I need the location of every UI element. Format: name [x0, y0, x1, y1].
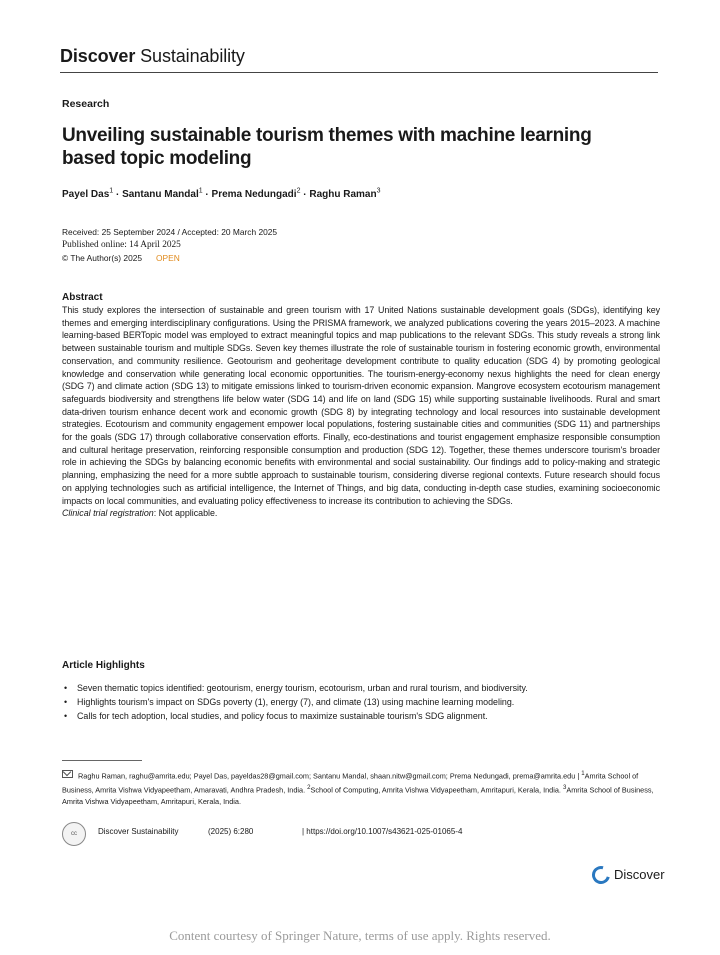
discover-logo-word: Discover	[614, 867, 665, 882]
doi-link[interactable]: | https://doi.org/10.1007/s43621-025-01065-4	[302, 827, 463, 836]
author-list: Payel Das$^1$ · Santanu Mandal$^1$ · Prema Nedungadi$^2$ · Raghu Raman$^3$	[62, 188, 381, 201]
creative-commons-icon: cc	[62, 822, 86, 846]
footnote-rule	[62, 760, 142, 761]
journal-title-rest: Sustainability	[140, 46, 245, 66]
received-accepted: Received: 25 September 2024 / Accepted: 20 March 2025	[62, 227, 278, 237]
contact-emails[interactable]: Raghu Raman, raghu@amrita.edu; Payel Das, payeldas28@gmail.com; Santanu Mandal, shaan.nitw@gmail.com; Prema Nedungadi, prema@amrita.edu |	[78, 771, 580, 781]
list-item: • Seven thematic topics identified: geotourism, energy tourism, ecotourism, urban and rural tourism, and biodiversity.	[62, 681, 660, 695]
article-title: Unveiling sustainable tourism themes with machine learning based topic modeling	[62, 125, 592, 169]
author[interactable]: Payel Das$^1$	[62, 188, 114, 201]
affiliation: Amrita School of Business, Amrita Vishwa Vidyapeetham, Amaravati, Andhra Pradesh, India.	[62, 771, 639, 795]
article-highlights	[62, 660, 660, 723]
abstract-section	[62, 292, 660, 520]
author[interactable]: Raghu Raman$^3$	[309, 188, 381, 201]
highlights-heading: Article Highlights	[62, 660, 145, 671]
journal-title-bold: Discover	[60, 46, 136, 66]
abstract-heading: Abstract	[62, 292, 103, 303]
author[interactable]: Santanu Mandal$^1$	[122, 188, 203, 201]
abstract-body: This study explores the intersection of sustainable and green tourism with 17 United Nations sustainable development goals (SDGs), identifying key themes and emerging interdisciplinary configurations. Using the PRISMA framework, we analyzed publications covering the years 2015–2023. A machine learning-based BERTopic model was employed to extract meaningful topics and map publications to the relevant SDGs. This study reveals a strong link between sustainable tourism and multiple SDGs. Seven key themes illustrate the role of sustainable tourism in fostering economic growth, environmental conservation, and community resilience. Geotourism and geoheritage development contribute to quality education (SDG 4) by promoting geological knowledge and conservation while generating local economic opportunities. The tourism-energy-economy nexus highlights the need for clean energy (SDG 7) and climate action (SDG 13) to mitigate emissions linked to tourism-driven economic expansion. Mangrove ecosystem ecotourism management safeguards biodiversity and strengthens life below water (SDG 14) and life on land (SDG 15) while supporting sustainable livelihoods. Rural and smart data-driven tourism enhance decent work and economic growth (SDG 8) by integrating technology and local resources into sustainable development strategies. Ecotourism and community engagement empower local populations, fostering sustainable cities and communities (SDG 11) and partnerships for the goals (SDG 17) through collaborative conservation efforts. Finally, eco-destinations and tourist engagement emphasize responsible consumption and cultural heritage preservation, reinforcing responsible consumption and production (SDG 12). Together, these themes underscore tourism's broader role in achieving the SDGs by balancing economic benefits with environmental and social sustainability. Our findings add to policy-making and strategic planning, emphasizing the need for a more subtle approach to sustainable tourism, considering diverse regional contexts. Future research should focus on applying technologies such as artificial intelligence, the Internet of Things, and big data, conducting in-depth case studies, examining socioeconomic impacts on local communities, and evaluating policy effectiveness to increase its contribution to achieving the SDGs.	[62, 305, 660, 506]
affiliation: School of Computing, Amrita Vishwa Vidyapeetham, Amritapuri, Kerala, India.	[310, 785, 561, 795]
affiliation: Amrita School of Business, Amrita Vishwa Vidyapeetham, Amritapuri, Kerala, India.	[62, 785, 654, 806]
list-item: • Calls for tech adoption, local studies, and policy focus to maximize sustainable tourism's SDG alignment.	[62, 709, 660, 723]
highlights-list	[62, 681, 660, 723]
courtesy-notice: Content courtesy of Springer Nature, terms of use apply. Rights reserved.	[169, 928, 551, 943]
list-item: • Highlights tourism's impact on SDGs poverty (1), energy (7), and climate (13) using machine learning modeling.	[62, 695, 660, 709]
citation-bar	[62, 822, 660, 846]
citation-volume: (2025) 6:280	[208, 827, 254, 836]
published-online: Published online: 14 April 2025	[62, 240, 181, 250]
author[interactable]: Prema Nedungadi$^2$	[211, 188, 301, 201]
clinical-trial-line: Clinical trial registration: Not applicable.	[62, 508, 218, 519]
section-label: Research	[62, 98, 110, 110]
open-access-badge: OPEN	[156, 253, 180, 263]
journal-header	[60, 46, 658, 67]
copyright-line: © The Author(s) 2025 OPEN	[62, 253, 180, 263]
publication-dates	[62, 226, 277, 265]
corresponding-footnote: Raghu Raman, raghu@amrita.edu; Payel Das, payeldas28@gmail.com; Santanu Mandal, shaan.nitw@gmail.com; Prema Nedungadi, prema@amrita.edu | $^1$Amrita School of Business, Amrita Vishwa Vidyapeetham, Amaravati, Andhra Pradesh, India. $^2$School of Computing, Amrita Vishwa Vidyapeetham, Amritapuri, Kerala, India. $^3$Amrita School of Business, Amrita Vishwa Vidyapeetham, Amritapuri, Kerala, India.	[62, 770, 654, 806]
citation-journal: Discover Sustainability	[98, 827, 179, 836]
journal-title	[60, 46, 658, 67]
mail-icon	[62, 770, 73, 778]
header-rule	[60, 72, 658, 73]
discover-ring-icon	[589, 863, 614, 888]
